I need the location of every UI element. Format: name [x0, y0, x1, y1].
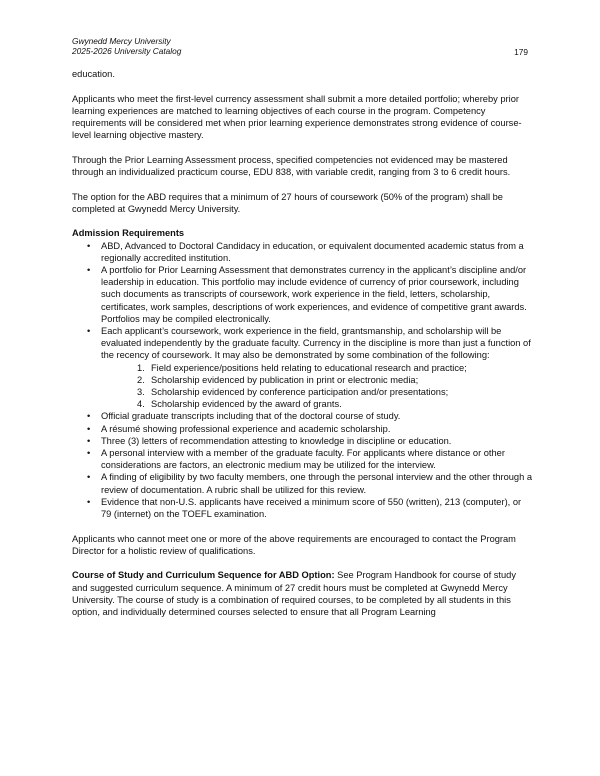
sub-list-item: 1. Field experience/positions held relating to educational research and practice; — [137, 362, 467, 373]
header-university: Gwynedd Mercy University — [72, 36, 171, 46]
page-number: 179 — [514, 47, 528, 57]
admission-list — [72, 240, 534, 521]
bullet-icon: • — [87, 240, 91, 251]
paragraph-continuation: education. — [72, 69, 115, 79]
bullet-icon: • — [87, 472, 91, 483]
paragraph-course-of-study — [72, 569, 534, 618]
page-body — [72, 68, 534, 631]
bullet-icon: • — [87, 411, 91, 422]
course-of-study-label: Course of Study and Curriculum Sequence for ABD Option: — [72, 570, 335, 581]
bullet-icon: • — [87, 435, 91, 446]
paragraph-holistic-review: Applicants who cannot meet one or more of the above requirements are encouraged to contact the Program Director for a holistic review of qualifications. — [72, 533, 516, 556]
currency-sublist — [101, 362, 534, 411]
list-item: • Official graduate transcripts including that of the doctoral course of study. — [87, 411, 401, 422]
list-item: • A portfolio for Prior Learning Assessment that demonstrates currency in the applicant’s discipline and/or leadership in education. This portfolio may include evidence of currency of prior coursework, including such documents as transcripts of coursework, work experience in the field, letters, scholarship, certificates, work samples, descriptions of work experiences, and evidence of competitive grant awards. Portfolios may be compiled electronically. — [87, 265, 527, 324]
paragraph-practicum: Through the Prior Learning Assessment process, specified competencies not evidenced may be mastered through an individualized practicum course, EDU 838, with variable credit, ranging from 3 to 6 credit hours. — [72, 154, 511, 177]
paragraph-abd-hours: The option for the ABD requires that a minimum of 27 hours of coursework (50% of the program) shall be completed at Gwynedd Mercy University. — [72, 191, 503, 214]
bullet-icon: • — [87, 423, 91, 434]
sub-list-item: 2. Scholarship evidenced by publication in print or electronic media; — [137, 374, 419, 385]
admission-heading: Admission Requirements — [72, 228, 185, 239]
bullet-icon: • — [87, 265, 91, 275]
list-item: • A résumé showing professional experience and academic scholarship. — [87, 423, 391, 434]
bullet-icon: • — [87, 496, 91, 507]
list-item: • ABD, Advanced to Doctoral Candidacy in education, or equivalent documented academic status from a regionally accredited institution. — [87, 240, 524, 263]
sub-list-item: 3. Scholarship evidenced by conference participation and/or presentations; — [137, 387, 449, 398]
header-catalog: 2025-2026 University Catalog — [72, 46, 182, 56]
bullet-icon: • — [87, 448, 91, 459]
course-of-study-text: See Program Handbook for course of study and suggested curriculum sequence. A minimum of 27 credit hours must be completed at Gwynedd Mercy University. The course of study is a combination of required courses, to be completed by all students in this option, and individually determined courses selected to ensure that all Program Learning — [72, 570, 516, 618]
sub-list-item: 4. Scholarship evidenced by the award of grants. — [137, 399, 342, 410]
page-header — [72, 36, 181, 56]
list-item: • A finding of eligibility by two faculty members, one through the personal interview and the other through a review of documentation. A rubric shall be utilized for this review. — [87, 472, 533, 495]
list-item: • Three (3) letters of recommendation attesting to knowledge in discipline or education. — [87, 435, 452, 446]
list-item: • A personal interview with a member of the graduate faculty. For applicants where distance or other considerations are factors, an electronic medium may be utilized for the interview. — [87, 448, 505, 471]
list-item: • Evidence that non-U.S. applicants have received a minimum score of 550 (written), 213 (computer), or 79 (internet) on the TOEFL examination. — [87, 496, 522, 520]
list-item: • Each applicant’s coursework, work experience in the field, grantsmanship, and scholarship will be evaluated independently by the graduate faculty. Currency in the discipline is more than just a function of the recency of coursework. It may also be demonstrated by some combination of the following: 1. Field experience/positions held relating to educational research and practice; 2. Scholarship evidenced by publication in print or electronic media; 3. Scholarship evidenced by conference participation and/or presentations; 4. Scholarship evidenced by the award of grants. — [72, 325, 534, 410]
bullet-icon: • — [87, 326, 91, 337]
paragraph-portfolio: Applicants who meet the first-level currency assessment shall submit a more detailed portfolio; whereby prior learning experiences are matched to learning objectives of each course in the program. Competency requirements will be considered met when prior learning experience demonstrates strong evidence of course-level learning objective mastery. — [72, 93, 522, 141]
